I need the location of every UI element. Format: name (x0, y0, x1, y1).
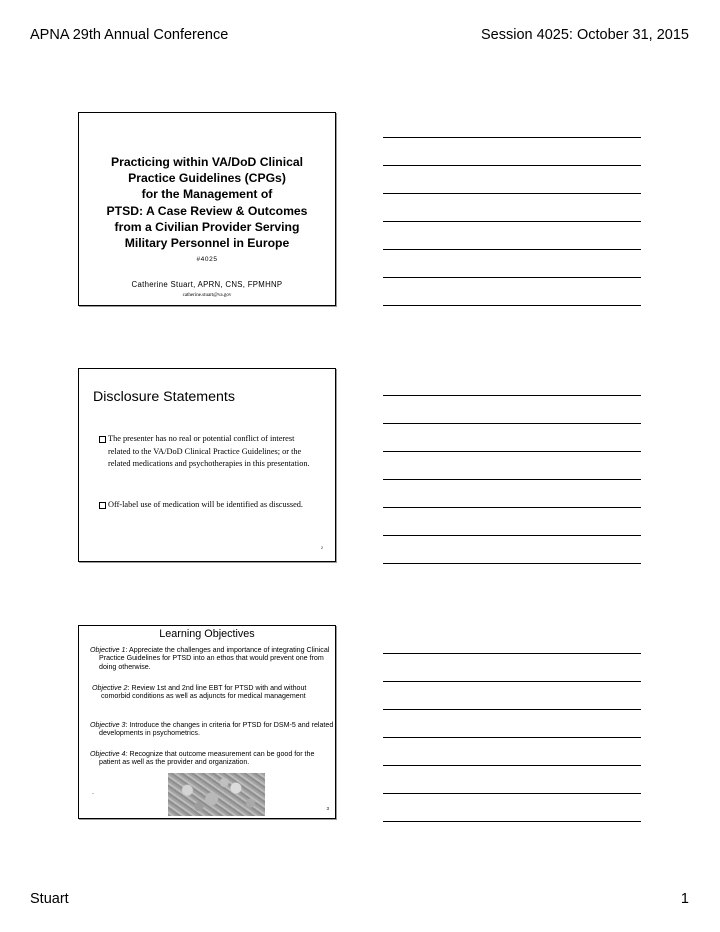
bullet-item (99, 433, 314, 471)
notes-line (383, 423, 641, 424)
slide-1-title (79, 154, 335, 251)
stray-dot: . (92, 789, 94, 796)
objective-label: Objective 3 (90, 721, 126, 729)
objective-label: Objective 1 (90, 646, 126, 654)
author-email: catherine.stuart@va.gov (182, 293, 232, 298)
notes-line (383, 765, 641, 766)
notes-line (383, 277, 641, 278)
objective-text: Recognize that outcome measurement can be good for the patient as well as the provider and organization. (99, 750, 315, 767)
title-line: for the Management of (141, 187, 273, 202)
notes-line (383, 535, 641, 536)
notes-line (383, 165, 641, 166)
objective-text: : Appreciate the challenges and importance of integrating Clinical Practice Guidelines for PTSD into an ethos that would prevent one from doing otherwise. (99, 646, 330, 671)
notes-line (383, 563, 641, 564)
session-number: #4025 (196, 256, 218, 263)
notes-line (383, 137, 641, 138)
checkbox-bullet-icon (99, 502, 106, 509)
notes-line (383, 507, 641, 508)
slide-2-thumbnail (78, 368, 336, 562)
notes-line (383, 709, 641, 710)
objective-item (90, 750, 335, 767)
notes-line (383, 737, 641, 738)
bullet-text: The presenter has no real or potential conflict of interest related to the VA/DoD Clinical Practice Guidelines; or the related medications and psychotherapies in this presentation. (108, 434, 310, 468)
notes-line (383, 653, 641, 654)
footer-page-number: 1 (680, 891, 689, 907)
notes-line (383, 479, 641, 480)
slide-3-thumbnail (78, 625, 336, 819)
title-line: Practicing within VA/DoD Clinical (110, 155, 304, 169)
notes-line (383, 821, 641, 822)
objective-text: : Review 1st and 2nd line EBT for PTSD with and without comorbid conditions as well as adjuncts for medical management (101, 684, 307, 701)
header-conference: APNA 29th Annual Conference (30, 27, 229, 43)
notes-line (383, 249, 641, 250)
objective-item (90, 646, 335, 671)
objective-text: : Introduce the changes in criteria for PTSD for DSM-5 and related developments in psychometrics. (99, 721, 334, 738)
checkbox-bullet-icon (99, 436, 106, 443)
title-line: Military Personnel in Europe (124, 236, 290, 251)
bullet-text: Off-label use of medication will be identified as discussed. (108, 500, 304, 509)
objective-item (92, 684, 337, 701)
slide-page-number: 2 (321, 546, 323, 550)
bullet-item (99, 499, 314, 512)
objective-label: Objective 4: (90, 750, 128, 758)
notes-line (383, 221, 641, 222)
title-line: PTSD: A Case Review & Outcomes (106, 203, 308, 218)
notes-line (383, 451, 641, 452)
header-session: Session 4025: October 31, 2015 (481, 27, 689, 43)
slide-page-number: 3 (326, 806, 329, 811)
notes-line (383, 305, 641, 306)
title-line: from a Civilian Provider Serving (114, 219, 300, 234)
notes-line (383, 681, 641, 682)
notes-line (383, 793, 641, 794)
texture-image (168, 773, 265, 816)
author-name: Catherine Stuart, APRN, CNS, FPMHNP (131, 280, 283, 289)
objective-item (90, 721, 335, 738)
notes-line (383, 395, 641, 396)
slide-3-title: Learning Objectives (159, 628, 255, 640)
footer-author: Stuart (30, 891, 69, 907)
slide-1-thumbnail (78, 112, 336, 306)
notes-line (383, 193, 641, 194)
objective-label: Objective 2 (92, 684, 128, 692)
title-line: Practice Guidelines (CPGs) (128, 171, 286, 186)
slide-2-title: Disclosure Statements (93, 389, 235, 405)
